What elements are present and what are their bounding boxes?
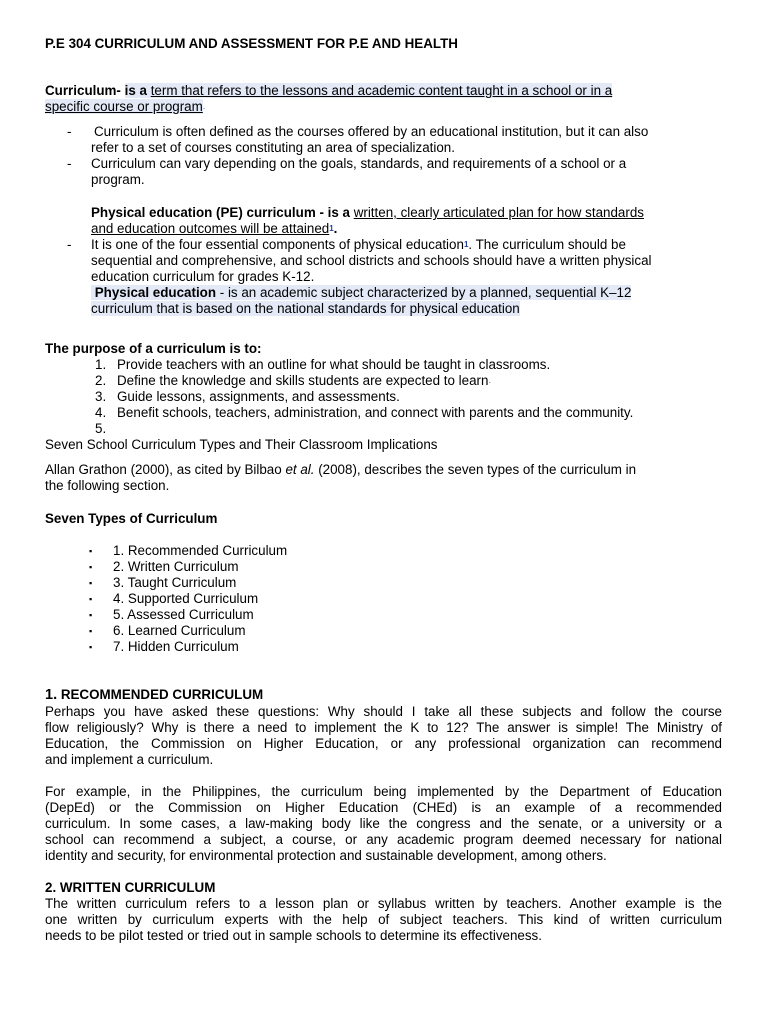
pe-curriculum-term: Physical education (PE) curriculum - is a xyxy=(91,205,350,220)
grathon-etal: et al. xyxy=(285,462,315,477)
purpose-num-1: 1. xyxy=(95,357,107,372)
dash-bullet: - xyxy=(67,156,72,171)
recommended-p1-line-3: Education, the Commission on Higher Education, or any professional organization can recommend xyxy=(45,736,722,751)
grathon-line-1 xyxy=(45,462,636,478)
bullet-icon: ▪ xyxy=(89,642,93,652)
pe-subject-term: Physical education xyxy=(94,285,217,300)
pe-subject-text-2: curriculum that is based on the national standards for physical education xyxy=(91,301,520,316)
purpose-item-1: Provide teachers with an outline for what should be taught in classrooms. xyxy=(117,357,551,372)
period: . xyxy=(333,221,338,236)
pe-curriculum-definition-line-2 xyxy=(91,221,337,237)
recommended-p2-line-1: For example, in the Philippines, the curriculum being implemented by the Department of Education xyxy=(45,784,722,799)
types-heading: Seven Types of Curriculum xyxy=(45,511,218,526)
pe-curriculum-text-1: written, clearly articulated plan for how standards xyxy=(353,205,644,220)
recommended-p2-line-2: (DepEd) or the Commission on Higher Education (CHEd) is an example of a recommended xyxy=(45,800,722,815)
pe-curriculum-definition-line-1 xyxy=(91,205,644,221)
purpose-item-2-text: Define the knowledge and skills students are expected to learn xyxy=(117,373,489,388)
recommended-p2-line-5: identity and security, for environmental protection and sustainable development, among others. xyxy=(45,848,607,863)
written-line-1: The written curriculum refers to a lesson plan or syllabus written by teachers. Another example is the xyxy=(45,896,722,911)
purpose-item-4: Benefit schools, teachers, administration, and connect with parents and the community. xyxy=(117,405,634,420)
written-heading: 2. WRITTEN CURRICULUM xyxy=(45,880,216,895)
dash-item-2-line-2: program. xyxy=(91,172,145,187)
seven-types-line: Seven School Curriculum Types and Their Classroom Implications xyxy=(45,437,438,452)
document-title: P.E 304 CURRICULUM AND ASSESSMENT FOR P.E AND HEALTH xyxy=(45,36,458,51)
curriculum-definition-text: term that refers to the lessons and academic content taught in a school or in a xyxy=(150,83,613,98)
curriculum-type-item: 3. Taught Curriculum xyxy=(113,575,237,590)
written-line-2: one written by curriculum experts with the help of subject teachers. This kind of written curriculum xyxy=(45,912,722,927)
footnote-ref[interactable]: 1 xyxy=(463,240,469,249)
pe-subject-line-2 xyxy=(91,301,520,317)
recommended-heading-num: 1. xyxy=(45,687,58,703)
written-line-3: needs to be pilot tested or tried out in sample schools to determine its effectiveness. xyxy=(45,928,542,943)
dash-item-3-line-3: education curriculum for grades K-12. xyxy=(91,269,315,284)
pe-subject-line-1 xyxy=(91,285,631,301)
curriculum-type-item: 5. Assessed Curriculum xyxy=(113,607,254,622)
bullet-icon: ▪ xyxy=(89,626,93,636)
curriculum-definition-text-2: specific course or program xyxy=(45,99,203,114)
curriculum-type-item: 1. Recommended Curriculum xyxy=(113,543,288,558)
footnote-ref[interactable]: 1 xyxy=(329,224,334,233)
dash-bullet: - xyxy=(67,237,72,252)
purpose-num-3: 3. xyxy=(95,389,107,404)
dash-item-3-text-a: It is one of the four essential components of physical education xyxy=(91,237,464,252)
purpose-num-5: 5. xyxy=(95,421,107,436)
curriculum-type-item: 4. Supported Curriculum xyxy=(113,591,259,606)
bullet-icon: ▪ xyxy=(89,562,93,572)
grathon-text-b: (2008), describes the seven types of the curriculum in xyxy=(318,462,637,477)
dash-item-2-line-1: Curriculum can vary depending on the goals, standards, and requirements of a school or a xyxy=(91,156,627,171)
curriculum-type-item: 7. Hidden Curriculum xyxy=(113,639,239,654)
purpose-item-2: Define the knowledge and skills students are expected to learn· xyxy=(117,373,492,388)
dash-item-3-text-b: . The curriculum should be xyxy=(468,237,626,252)
dash-item-3-line-2: sequential and comprehensive, and school districts and schools should have a written physical xyxy=(91,253,652,268)
curriculum-is-a: is a xyxy=(124,83,147,98)
pe-subject-text-1: - is an academic subject characterized by a planned, sequential K–12 xyxy=(219,285,632,300)
bullet-icon: ▪ xyxy=(89,610,93,620)
purpose-item-3: Guide lessons, assignments, and assessments. xyxy=(117,389,400,404)
recommended-p1-line-4: and implement a curriculum. xyxy=(45,752,214,767)
dash-bullet: - xyxy=(67,124,72,139)
dash-item-3-line-1 xyxy=(91,237,626,253)
purpose-num-2: 2. xyxy=(95,373,107,388)
dash-item-1-line-2: refer to a set of courses constituting an area of specialization. xyxy=(91,140,455,155)
curriculum-term: Curriculum- xyxy=(45,83,121,98)
recommended-p2-line-4: school can recommend a subject, a course, or any academic program deemed necessary for national xyxy=(45,832,722,847)
recommended-p1-line-1: Perhaps you have asked these questions: Why should I take all these subjects and follow the course xyxy=(45,704,722,719)
recommended-heading-text: RECOMMENDED CURRICULUM xyxy=(60,687,264,702)
bullet-icon: ▪ xyxy=(89,594,93,604)
bullet-icon: ▪ xyxy=(89,578,93,588)
pe-curriculum-text-2: and education outcomes will be attained xyxy=(91,221,330,236)
curriculum-type-item: 6. Learned Curriculum xyxy=(113,623,246,638)
bullet-icon: ▪ xyxy=(89,546,93,556)
recommended-p1-line-2: flow religiously? Why is there a need to implement the K to 12? The answer is simple! The Ministry of xyxy=(45,720,722,735)
recommended-p2-line-3: curriculum. In some cases, a law-making body like the congress and the senate, or a university or a xyxy=(45,816,722,831)
curriculum-definition-line-1 xyxy=(45,83,612,99)
purpose-num-4: 4. xyxy=(95,405,107,420)
purpose-heading: The purpose of a curriculum is to: xyxy=(45,341,262,356)
dash-item-1-line-1: Curriculum is often defined as the courses offered by an educational institution, but it can also xyxy=(94,124,649,139)
recommended-heading xyxy=(45,687,263,703)
grathon-line-2: the following section. xyxy=(45,478,170,493)
grathon-text-a: Allan Grathon (2000), as cited by Bilbao xyxy=(45,462,282,477)
curriculum-definition-line-2: specific course or program· xyxy=(45,99,206,114)
curriculum-type-item: 2. Written Curriculum xyxy=(113,559,239,574)
